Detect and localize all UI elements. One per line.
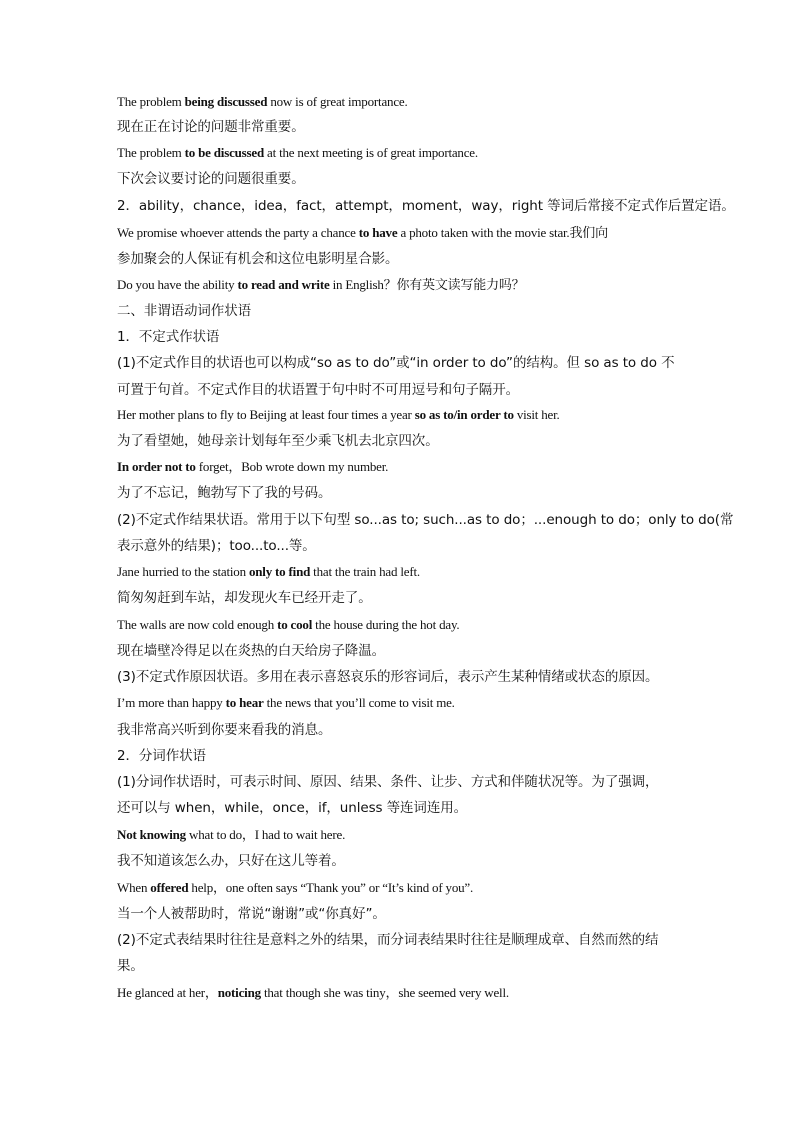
text-segment: 现在正在讨论的问题非常重要。 <box>117 119 305 135</box>
text-line <box>117 693 455 713</box>
text-line <box>117 536 316 556</box>
bold-phrase: offered <box>150 880 189 895</box>
text-line <box>117 301 251 321</box>
text-segment: 1．不定式作状语 <box>117 329 220 345</box>
text-line <box>117 878 473 898</box>
text-segment: 我非常高兴听到你要来看我的消息。 <box>117 722 332 738</box>
text-line <box>117 275 524 295</box>
bold-phrase: so as to/in order to <box>414 407 514 422</box>
bold-phrase: to be discussed <box>184 145 264 160</box>
text-segment: Her mother plans to fly to Beijing at least four times a year <box>117 407 415 422</box>
text-line <box>117 904 386 924</box>
text-line <box>117 851 345 871</box>
text-segment: 参加聚会的人保证有机会和这位电影明星合影。 <box>117 251 399 267</box>
text-segment: help，one often says “Thank you” or “It’s kind of you”. <box>188 880 474 895</box>
text-segment: a photo taken with the movie star.我们向 <box>397 225 608 240</box>
bold-phrase: to hear <box>225 695 264 710</box>
text-segment: forget，Bob wrote down my number. <box>195 459 389 474</box>
text-segment: When <box>117 880 151 895</box>
bold-phrase: In order not to <box>117 459 196 474</box>
text-line <box>117 798 467 818</box>
text-segment: 果。 <box>117 958 144 974</box>
text-line <box>117 92 408 112</box>
bold-phrase: to have <box>358 225 398 240</box>
text-segment: 可置于句首。不定式作目的状语置于句中时不可用逗号和句子隔开。 <box>117 382 519 398</box>
text-line <box>117 562 420 582</box>
text-segment: The walls are now cold enough <box>117 617 278 632</box>
text-line <box>117 956 144 976</box>
text-line <box>117 667 658 687</box>
text-line <box>117 983 509 1003</box>
text-line <box>117 196 735 216</box>
text-line <box>117 353 675 373</box>
text-line <box>117 825 345 845</box>
text-segment: 2．ability，chance，idea，fact，attempt，moment，way，right 等词后常接不定式作后置定语。 <box>117 198 735 214</box>
bold-phrase: being discussed <box>184 94 268 109</box>
text-line <box>117 169 305 189</box>
text-segment: 2．分词作状语 <box>117 748 206 764</box>
text-line <box>117 772 658 792</box>
text-segment: Jane hurried to the station <box>117 564 249 579</box>
text-segment: at the next meeting is of great importance. <box>264 145 478 160</box>
text-segment: in English？你有英文读写能力吗？ <box>329 277 525 292</box>
text-segment: (2)不定式表结果时往往是意料之外的结果，而分词表结果时往往是顺理成章、自然而然的结 <box>117 932 659 948</box>
text-segment: (1)分词作状语时，可表示时间、原因、结果、条件、让步、方式和伴随状况等。为了强调， <box>117 774 659 790</box>
text-line <box>117 223 608 243</box>
text-segment: 下次会议要讨论的问题很重要。 <box>117 171 305 187</box>
text-line <box>117 380 519 400</box>
bold-phrase: to read and write <box>237 277 330 292</box>
text-segment: Do you have the ability <box>117 277 238 292</box>
text-segment: 还可以与 when，while，once，if，unless 等连词连用。 <box>117 800 468 816</box>
text-line <box>117 457 388 477</box>
text-segment: that though she was tiny，she seemed very well. <box>260 985 509 1000</box>
text-line <box>117 483 331 503</box>
text-segment: that the train had left. <box>310 564 420 579</box>
text-segment: 我不知道该怎么办，只好在这儿等着。 <box>117 853 345 869</box>
text-segment: (2)不定式作结果状语。常用于以下句型 so...as to; such...as to do；...enough to do；only to do(常 <box>117 512 734 528</box>
text-segment: I’m more than happy <box>117 695 226 710</box>
text-segment: 简匆匆赶到车站，却发现火车已经开走了。 <box>117 590 372 606</box>
bold-phrase: to cool <box>277 617 313 632</box>
text-segment: The problem <box>117 94 185 109</box>
text-segment: 为了不忘记，鲍勃写下了我的号码。 <box>117 485 332 501</box>
text-line <box>117 720 331 740</box>
text-line <box>117 431 439 451</box>
text-segment: (3)不定式作原因状语。多用在表示喜怒哀乐的形容词后，表示产生某种情绪或状态的原因。 <box>117 669 659 685</box>
text-segment: visit her. <box>513 407 560 422</box>
text-segment: He glanced at her， <box>117 985 218 1000</box>
text-segment: 为了看望她，她母亲计划每年至少乘飞机去北京四次。 <box>117 433 439 449</box>
text-line <box>117 117 305 137</box>
text-segment: 二、非谓语动词作状语 <box>117 303 251 319</box>
text-line <box>117 405 560 425</box>
text-segment: The problem <box>117 145 185 160</box>
text-line <box>117 641 385 661</box>
text-line <box>117 327 219 347</box>
text-segment: 现在墙壁冷得足以在炎热的白天给房子降温。 <box>117 643 385 659</box>
text-line <box>117 143 478 163</box>
text-segment: 当一个人被帮助时，常说“谢谢”或“你真好”。 <box>117 906 386 922</box>
text-line <box>117 588 372 608</box>
text-segment: the house during the hot day. <box>312 617 460 632</box>
text-segment: We promise whoever attends the party a chance <box>117 225 359 240</box>
text-segment: (1)不定式作目的状语也可以构成“so as to do”或“in order to do”的结构。但 so as to do 不 <box>117 355 675 371</box>
text-line <box>117 615 459 635</box>
text-line <box>117 249 398 269</box>
bold-phrase: Not knowing <box>117 827 186 842</box>
text-segment: the news that you’ll come to visit me. <box>263 695 455 710</box>
bold-phrase: noticing <box>217 985 261 1000</box>
text-segment: what to do，I had to wait here. <box>185 827 346 842</box>
bold-phrase: only to find <box>248 564 311 579</box>
text-segment: now is of great importance. <box>267 94 408 109</box>
text-segment: 表示意外的结果)；too...to...等。 <box>117 538 316 554</box>
text-line <box>117 510 733 530</box>
text-line <box>117 930 658 950</box>
text-line <box>117 746 206 766</box>
